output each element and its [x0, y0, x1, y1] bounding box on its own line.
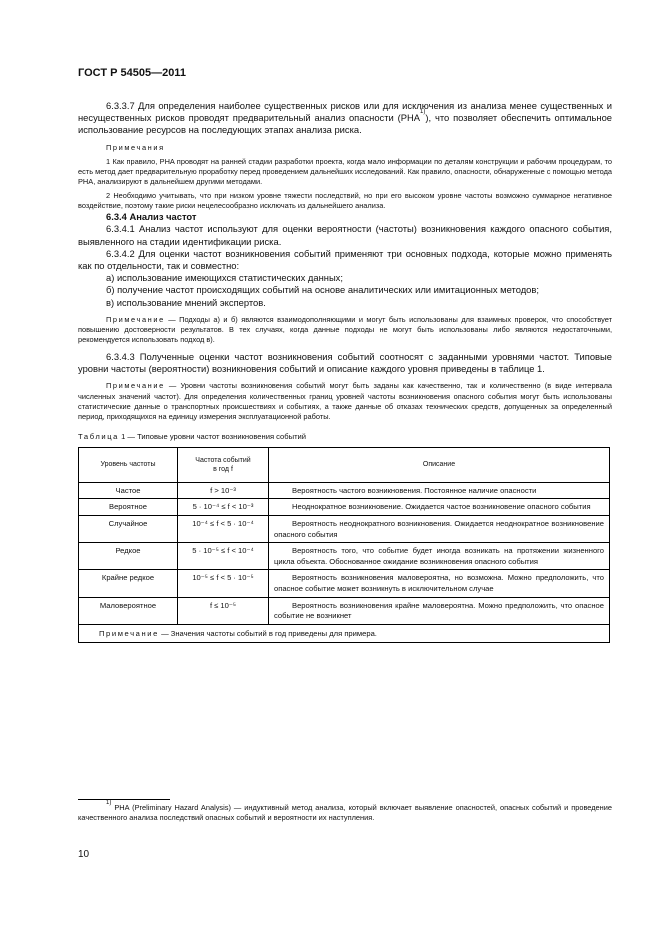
- table-note: [79, 624, 610, 642]
- level-cell: Крайне редкое: [79, 570, 178, 597]
- level-cell: Частое: [79, 482, 178, 499]
- paragraph-6-3-4-3: 6.3.4.3 Полученные оценки частот возникновения событий соотносят с заданными уровнями частот. Типовые уровни частоты (вероятности) возникновения событий и описание каждого уровня приведены в таблице 1.: [78, 351, 612, 375]
- section-title-6-3-4: 6.3.4 Анализ частот: [106, 211, 197, 223]
- footnote: [78, 800, 612, 824]
- document-header: ГОСТ Р 54505—2011: [78, 67, 186, 79]
- table-note-text: — Значения частоты событий в год приведены для примера.: [158, 628, 377, 638]
- description-cell: Вероятность возникновения крайне маловероятна. Можно предположить, что опасное событие не возникнет: [269, 597, 610, 624]
- levels-note: [78, 381, 612, 421]
- list-item-a: а) использование имеющихся статистических данных;: [106, 272, 343, 284]
- description-cell: Вероятность возникновения маловероятна, но возможна. Можно предположить, что опасное событие может возникнуть в исключительном случае: [269, 570, 610, 597]
- paragraph-6-3-4-1: 6.3.4.1 Анализ частот используют для оценки вероятности (частоты) возникновения каждого опасного события, выявленного на стадии идентификации риска.: [78, 223, 612, 247]
- approach-note: [78, 315, 612, 345]
- paragraph-text-cont: ), что позволяет обеспечить оптимальное использование ресурсов на последующих этапах анализа риска.: [78, 112, 612, 136]
- table-row: [79, 570, 610, 597]
- table-row: [79, 499, 610, 516]
- notes-heading: Примечания: [106, 142, 165, 152]
- paragraph-text: 6.3.3.7 Для определения наиболее существенных рисков или для исключения из анализа менее существенных и несущественных рисков проводят предварительный анализ опасности (PHA: [78, 100, 612, 124]
- frequency-cell: 10⁻⁴ ≤ f < 5 · 10⁻⁴: [178, 516, 269, 543]
- table-row: [79, 516, 610, 543]
- page-number: 10: [78, 849, 90, 860]
- description-cell: Вероятность частого возникновения. Постоянное наличие опасности: [269, 482, 610, 499]
- frequency-cell: f ≤ 10⁻⁵: [178, 597, 269, 624]
- table-row: [79, 597, 610, 624]
- level-cell: Вероятное: [79, 499, 178, 516]
- level-cell: Случайное: [79, 516, 178, 543]
- level-cell: Маловероятное: [79, 597, 178, 624]
- frequency-cell: 10⁻⁵ ≤ f < 5 · 10⁻⁵: [178, 570, 269, 597]
- footnote-divider: [78, 799, 170, 800]
- header-description: Описание: [269, 447, 610, 482]
- description-cell: Вероятность того, что событие будет иногда возникать на протяжении жизненного цикла объекта. Обоснованное ожидание возникновения опасного события: [269, 543, 610, 570]
- footnote-text: PHA (Preliminary Hazard Analysis) — индуктивный метод анализа, который включает выявление опасностей, опасных событий и проведение качественного анализа последствий опасных событий и вероятности их наступления.: [78, 803, 612, 823]
- footnote-mark: 1): [106, 800, 112, 806]
- footnote-ref[interactable]: 1): [420, 109, 426, 116]
- frequency-cell: 5 · 10⁻⁵ ≤ f < 10⁻⁴: [178, 543, 269, 570]
- description-cell: Неоднократное возникновение. Ожидается частое возникновение опасного события: [269, 499, 610, 516]
- table-caption-label: Таблица: [78, 431, 119, 441]
- level-cell: Редкое: [79, 543, 178, 570]
- page-content: [78, 100, 612, 643]
- note-1: 1 Как правило, PHA проводят на ранней стадии разработки проекта, когда мало информации по деталям конструкции и рабочим процедурам, то есть метод дает предварительную проработку перед проведением дальнейших исследований. Как правило, опасности, обнаруженные с помощью метода PHA, анализируют в дальнейшем другими методами.: [78, 156, 612, 186]
- table-note-label: Примечание: [99, 628, 159, 638]
- note-label: Примечание: [106, 314, 165, 324]
- frequency-cell: f > 10⁻³: [178, 482, 269, 499]
- note-text: — Подходы а) и б) являются взаимодополняющими и могут быть использованы для взаимных проверок, что способствует повышению достоверности результатов. В тех случаях, когда данные подходы не могут быть использованы либо являются недостаточными, рекомендуется использовать подход в).: [78, 314, 612, 344]
- header-level: Уровень частоты: [79, 447, 178, 482]
- description-cell: Вероятность неоднократного возникновения. Ожидается неоднократное возникновение опасного события: [269, 516, 610, 543]
- paragraph-6-3-3-7: [78, 100, 612, 137]
- table-caption: [78, 432, 612, 441]
- header-frequency-line1: Частота событий: [195, 456, 251, 464]
- table-caption-text: 1 — Типовые уровни частот возникновения событий: [118, 431, 307, 441]
- header-frequency: [178, 447, 269, 482]
- frequency-cell: 5 · 10⁻⁴ ≤ f < 10⁻³: [178, 499, 269, 516]
- list-item-c: в) использование мнений экспертов.: [106, 296, 266, 308]
- table-header-row: [79, 447, 610, 482]
- frequency-levels-table: [78, 447, 610, 643]
- note-text: — Уровни частоты возникновения событий могут быть заданы как качественно, так и количественно (в виде интервала численных значений частот). Для определения количественных границ уровней частоты возникновения опасного события могут быть использованы статистические данные о транспортных происшествиях и событиях, а также данные об отказах технических средств, допущенных за определенный период, приходящихся на единицу измерения эксплуатационной работы.: [78, 381, 612, 421]
- list-item-b: б) получение частот происходящих событий на основе аналитических или имитационных методов;: [106, 284, 539, 296]
- paragraph-6-3-4-2: 6.3.4.2 Для оценки частот возникновения событий применяют три основных подхода, которые можно применять как по отдельности, так и совместно:: [78, 247, 612, 271]
- table-row: [79, 543, 610, 570]
- note-label: Примечание: [106, 381, 165, 391]
- header-frequency-line2: в год f: [213, 465, 233, 473]
- table-note-row: [79, 624, 610, 642]
- note-2: 2 Необходимо учитывать, что при низком уровне тяжести последствий, но при его высоком уровне частоты возможно суммарное негативное воздействие, поэтому такие риски нецелесообразно исключать из дальнейшего анализа.: [78, 190, 612, 211]
- table-row: [79, 482, 610, 499]
